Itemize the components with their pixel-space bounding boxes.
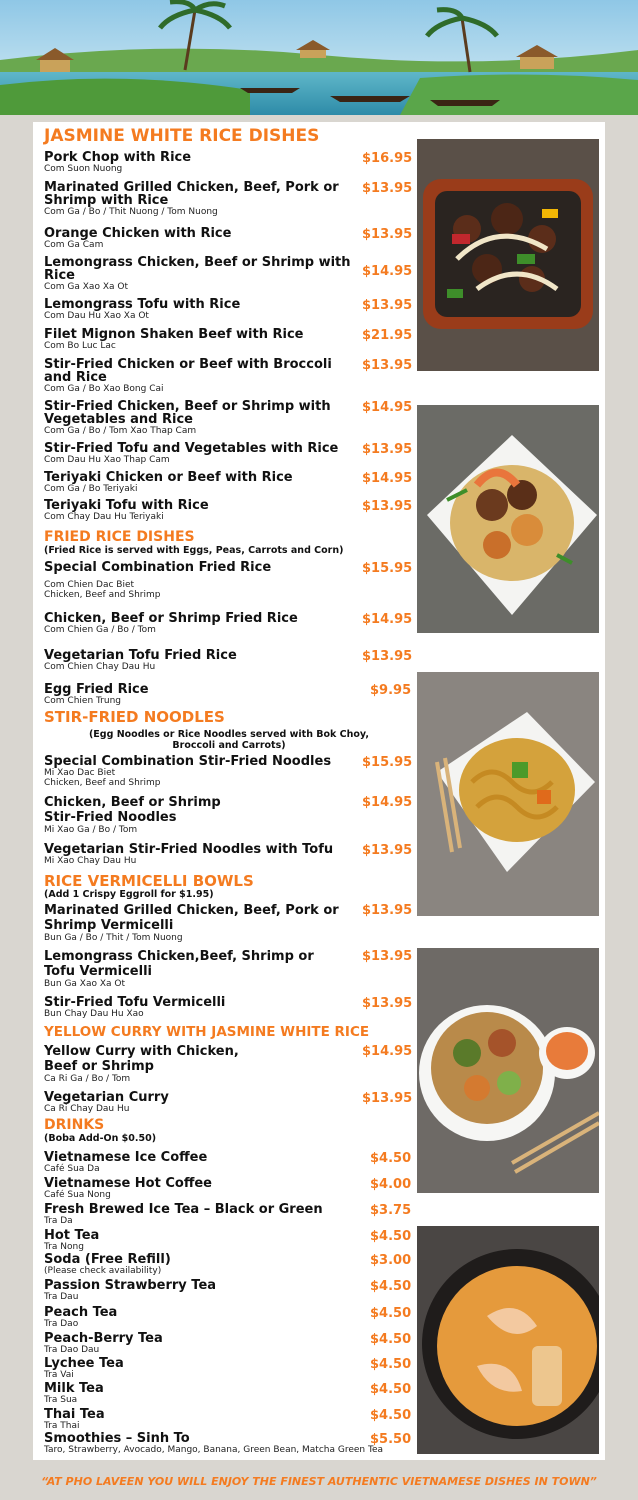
- item-vietnamese-name: Com Chien Dac Biet: [44, 580, 135, 590]
- menu-item: [44, 298, 414, 321]
- item-vietnamese-name: Mi Xao Chay Dau Hu: [44, 856, 137, 866]
- item-name: Stir-Fried Tofu and Vegetables with Rice: [44, 441, 339, 456]
- menu-item: [44, 442, 414, 465]
- item-price: $13.95: [362, 227, 413, 242]
- item-vietnamese-name: Com Chien Ga / Bo / Tom: [44, 625, 156, 635]
- item-price: $16.95: [362, 151, 413, 166]
- item-price: $4.50: [370, 1306, 412, 1321]
- item-vietnamese-name: Com Bo Luc Lac: [44, 341, 116, 351]
- item-name: Vietnamese Hot Coffee: [44, 1176, 212, 1191]
- vermicelli-bowl-photo: [417, 948, 599, 1193]
- item-price: $13.95: [362, 1091, 413, 1106]
- item-name: Soda (Free Refill): [44, 1252, 171, 1267]
- curry-photo: [417, 1226, 599, 1454]
- item-vietnamese-name: Com Suon Nuong: [44, 164, 123, 174]
- menu-item: [44, 1432, 414, 1455]
- item-price: $4.50: [370, 1279, 412, 1294]
- item-name: Chicken, Beef or Shrimp Fried Rice: [44, 611, 298, 626]
- item-price: $4.00: [370, 1177, 412, 1192]
- item-price: $14.95: [362, 471, 413, 486]
- item-vietnamese-name: Bun Ga Xao Xa Ot: [44, 979, 125, 989]
- menu-item: [44, 358, 414, 394]
- item-description: Chicken, Beef and Shrimp: [44, 590, 161, 600]
- item-name: Vegetarian Stir-Fried Noodles with Tofu: [44, 842, 334, 857]
- menu-item: [44, 996, 414, 1019]
- item-name: Lychee Tea: [44, 1356, 124, 1371]
- item-name: Lemongrass Chicken, Beef or Shrimp with Rice: [44, 255, 351, 283]
- menu-item: [44, 471, 414, 494]
- item-price: $21.95: [362, 328, 413, 343]
- item-name: Yellow Curry with Chicken, Beef or Shrimp: [44, 1044, 239, 1074]
- item-price: $3.00: [370, 1253, 412, 1268]
- item-vietnamese-name: Tra Vai: [44, 1370, 74, 1380]
- item-price: $14.95: [362, 1044, 413, 1059]
- item-price: $4.50: [370, 1332, 412, 1347]
- item-vietnamese-name: Ca Ri Ga / Bo / Tom: [44, 1074, 131, 1084]
- item-vietnamese-name: Mi Xao Ga / Bo / Tom: [44, 825, 138, 835]
- item-price: $15.95: [362, 561, 413, 576]
- menu-item: [44, 181, 414, 217]
- note-line: Broccoli and Carrots): [172, 740, 286, 751]
- item-price: $13.95: [362, 949, 413, 964]
- menu-item: [44, 612, 414, 635]
- item-vietnamese-name: Com Ga Xao Xa Ot: [44, 282, 128, 292]
- item-vietnamese-name: Café Sua Da: [44, 1164, 100, 1174]
- item-price: $4.50: [370, 1151, 412, 1166]
- item-price: $13.95: [362, 298, 413, 313]
- item-description: Chicken, Beef and Shrimp: [44, 778, 161, 788]
- section-title-vermicelli: RICE VERMICELLI BOWLS: [44, 872, 254, 890]
- item-price: $5.50: [370, 1432, 412, 1447]
- item-price: $13.95: [362, 649, 413, 664]
- item-name: Pork Chop with Rice: [44, 150, 192, 165]
- menu-item: [44, 256, 414, 292]
- item-name: Smoothies – Sinh To: [44, 1431, 190, 1446]
- section-note-vermicelli: (Add 1 Crispy Eggroll for $1.95): [44, 889, 214, 900]
- item-vietnamese-name: Tra Da: [44, 1216, 73, 1226]
- section-title-curry: YELLOW CURRY WITH JASMINE WHITE RICE: [44, 1024, 370, 1040]
- note-line: (Egg Noodles or Rice Noodles served with Bok Choy,: [88, 729, 370, 740]
- menu-item: [44, 1382, 414, 1405]
- item-vietnamese-name: Com Dau Hu Xao Thap Cam: [44, 455, 170, 465]
- item-name: Lemongrass Tofu with Rice: [44, 297, 241, 312]
- item-name: Hot Tea: [44, 1228, 100, 1243]
- menu-item: [44, 683, 414, 706]
- item-price: $3.75: [370, 1203, 412, 1218]
- item-price: $13.95: [362, 358, 413, 373]
- item-vietnamese-name: Bun Ga / Bo / Thit / Tom Nuong: [44, 933, 183, 943]
- footer-tagline: “AT PHO LAVEEN YOU WILL ENJOY THE FINEST AUTHENTIC VIETNAMESE DISHES IN TOWN”: [41, 1475, 597, 1488]
- menu-item: [44, 1253, 414, 1276]
- item-note: (Please check availability): [44, 1266, 162, 1276]
- item-vietnamese-name: Tra Sua: [44, 1395, 78, 1405]
- menu-item: [44, 649, 414, 672]
- menu-item: [44, 499, 414, 522]
- item-vietnamese-name: Com Ga / Bo Xao Bong Cai: [44, 384, 164, 394]
- menu-item: [44, 903, 414, 943]
- item-price: $13.95: [362, 499, 413, 514]
- menu-item: [44, 1306, 414, 1329]
- item-price: $9.95: [370, 683, 412, 698]
- section-title-drinks: DRINKS: [44, 1117, 105, 1133]
- item-price: $4.50: [370, 1229, 412, 1244]
- menu-item: [44, 227, 414, 250]
- menu-item: [44, 1091, 414, 1114]
- item-name: Filet Mignon Shaken Beef with Rice: [44, 327, 304, 342]
- noodles-photo: [417, 672, 599, 916]
- item-price: $13.95: [362, 996, 413, 1011]
- item-name: Special Combination Stir-Fried Noodles: [44, 754, 332, 769]
- item-price: $14.95: [362, 264, 413, 279]
- sizzling-plate-photo: [417, 139, 599, 371]
- item-price: $13.95: [362, 181, 413, 196]
- item-price: $4.50: [370, 1357, 412, 1372]
- item-vietnamese-name: Tra Dau: [44, 1292, 79, 1302]
- item-price: $14.95: [362, 612, 413, 627]
- item-description: Taro, Strawberry, Avocado, Mango, Banana, Green Bean, Matcha Green Tea: [44, 1445, 383, 1455]
- item-vietnamese-name: Tra Dao: [44, 1319, 79, 1329]
- menu-item: [44, 400, 414, 436]
- item-name: Marinated Grilled Chicken, Beef, Pork or Shrimp with Rice: [44, 180, 339, 208]
- menu-item: [44, 843, 414, 866]
- item-vietnamese-name: Tra Thai: [44, 1421, 80, 1431]
- menu-item: [44, 1408, 414, 1431]
- item-vietnamese-name: Com Chien Trung: [44, 696, 122, 706]
- item-vietnamese-name: Ca Ri Chay Dau Hu: [44, 1104, 130, 1114]
- item-price: $14.95: [362, 795, 413, 810]
- section-note-noodles: [44, 729, 414, 751]
- menu-item: [44, 1357, 414, 1380]
- item-vietnamese-name: Com Ga Cam: [44, 240, 104, 250]
- menu-item: [44, 1177, 414, 1200]
- menu-item: [44, 1229, 414, 1252]
- item-vietnamese-name: Café Sua Nong: [44, 1190, 111, 1200]
- item-name: Stir-Fried Tofu Vermicelli: [44, 995, 226, 1010]
- menu-item: [44, 328, 414, 351]
- item-name: Egg Fried Rice: [44, 682, 149, 697]
- item-name: Lemongrass Chicken,Beef, Shrimp or Tofu Vermicelli: [44, 949, 314, 979]
- item-name: Special Combination Fried Rice: [44, 560, 272, 575]
- item-name: Fresh Brewed Ice Tea – Black or Green: [44, 1202, 323, 1217]
- item-vietnamese-name: Com Chien Chay Dau Hu: [44, 662, 156, 672]
- menu-item: [44, 1044, 414, 1084]
- item-price: $14.95: [362, 400, 413, 415]
- item-name: Stir-Fried Chicken or Beef with Broccoli and Rice: [44, 357, 332, 385]
- section-title-fried-rice: FRIED RICE DISHES: [44, 529, 195, 545]
- menu-item: [44, 1151, 414, 1174]
- item-vietnamese-name: Mi Xao Dac Biet: [44, 768, 116, 778]
- menu-item: [44, 1332, 414, 1355]
- item-price: $4.50: [370, 1408, 412, 1423]
- item-vietnamese-name: Tra Nong: [44, 1242, 84, 1252]
- item-name: Vietnamese Ice Coffee: [44, 1150, 208, 1165]
- item-vietnamese-name: Com Ga / Bo Teriyaki: [44, 484, 138, 494]
- item-vietnamese-name: Com Ga / Bo / Tom Xao Thap Cam: [44, 426, 197, 436]
- item-vietnamese-name: Tra Dao Dau: [44, 1345, 100, 1355]
- item-name: Vegetarian Curry: [44, 1090, 169, 1105]
- item-vietnamese-name: Com Dau Hu Xao Xa Ot: [44, 311, 149, 321]
- item-name: Teriyaki Tofu with Rice: [44, 498, 209, 513]
- item-name: Passion Strawberry Tea: [44, 1278, 217, 1293]
- item-price: $15.95: [362, 755, 413, 770]
- section-note-drinks: (Boba Add-On $0.50): [44, 1133, 157, 1144]
- item-name: Vegetarian Tofu Fried Rice: [44, 648, 237, 663]
- item-name: Peach Tea: [44, 1305, 118, 1320]
- menu-item: [44, 1279, 414, 1302]
- item-name: Stir-Fried Chicken, Beef or Shrimp with Vegetables and Rice: [44, 399, 331, 427]
- item-price: $4.50: [370, 1382, 412, 1397]
- menu-item: [44, 755, 414, 788]
- item-price: $13.95: [362, 442, 413, 457]
- banner-painting: [0, 0, 638, 115]
- fried-rice-photo: [417, 405, 599, 633]
- item-vietnamese-name: Com Ga / Bo / Thit Nuong / Tom Nuong: [44, 207, 218, 217]
- item-price: $13.95: [362, 843, 413, 858]
- menu-item: [44, 151, 414, 174]
- item-vietnamese-name: Com Chay Dau Hu Teriyaki: [44, 512, 164, 522]
- item-name: Orange Chicken with Rice: [44, 226, 232, 241]
- item-name: Thai Tea: [44, 1407, 105, 1422]
- item-name: Milk Tea: [44, 1381, 104, 1396]
- item-name: Teriyaki Chicken or Beef with Rice: [44, 470, 293, 485]
- section-title-noodles: STIR-FRIED NOODLES: [44, 708, 225, 726]
- item-name: Marinated Grilled Chicken, Beef, Pork or Shrimp Vermicelli: [44, 903, 339, 933]
- item-vietnamese-name: Bun Chay Dau Hu Xao: [44, 1009, 144, 1019]
- menu-item: [44, 949, 414, 989]
- section-note-fried-rice: (Fried Rice is served with Eggs, Peas, Carrots and Corn): [44, 545, 344, 556]
- section-title-jasmine: JASMINE WHITE RICE DISHES: [44, 126, 320, 146]
- menu-item: [44, 1203, 414, 1226]
- item-price: $13.95: [362, 903, 413, 918]
- menu-item: [44, 795, 414, 835]
- item-name: Chicken, Beef or Shrimp Stir-Fried Noodles: [44, 795, 221, 825]
- item-name: Peach-Berry Tea: [44, 1331, 163, 1346]
- menu-item: [44, 561, 414, 600]
